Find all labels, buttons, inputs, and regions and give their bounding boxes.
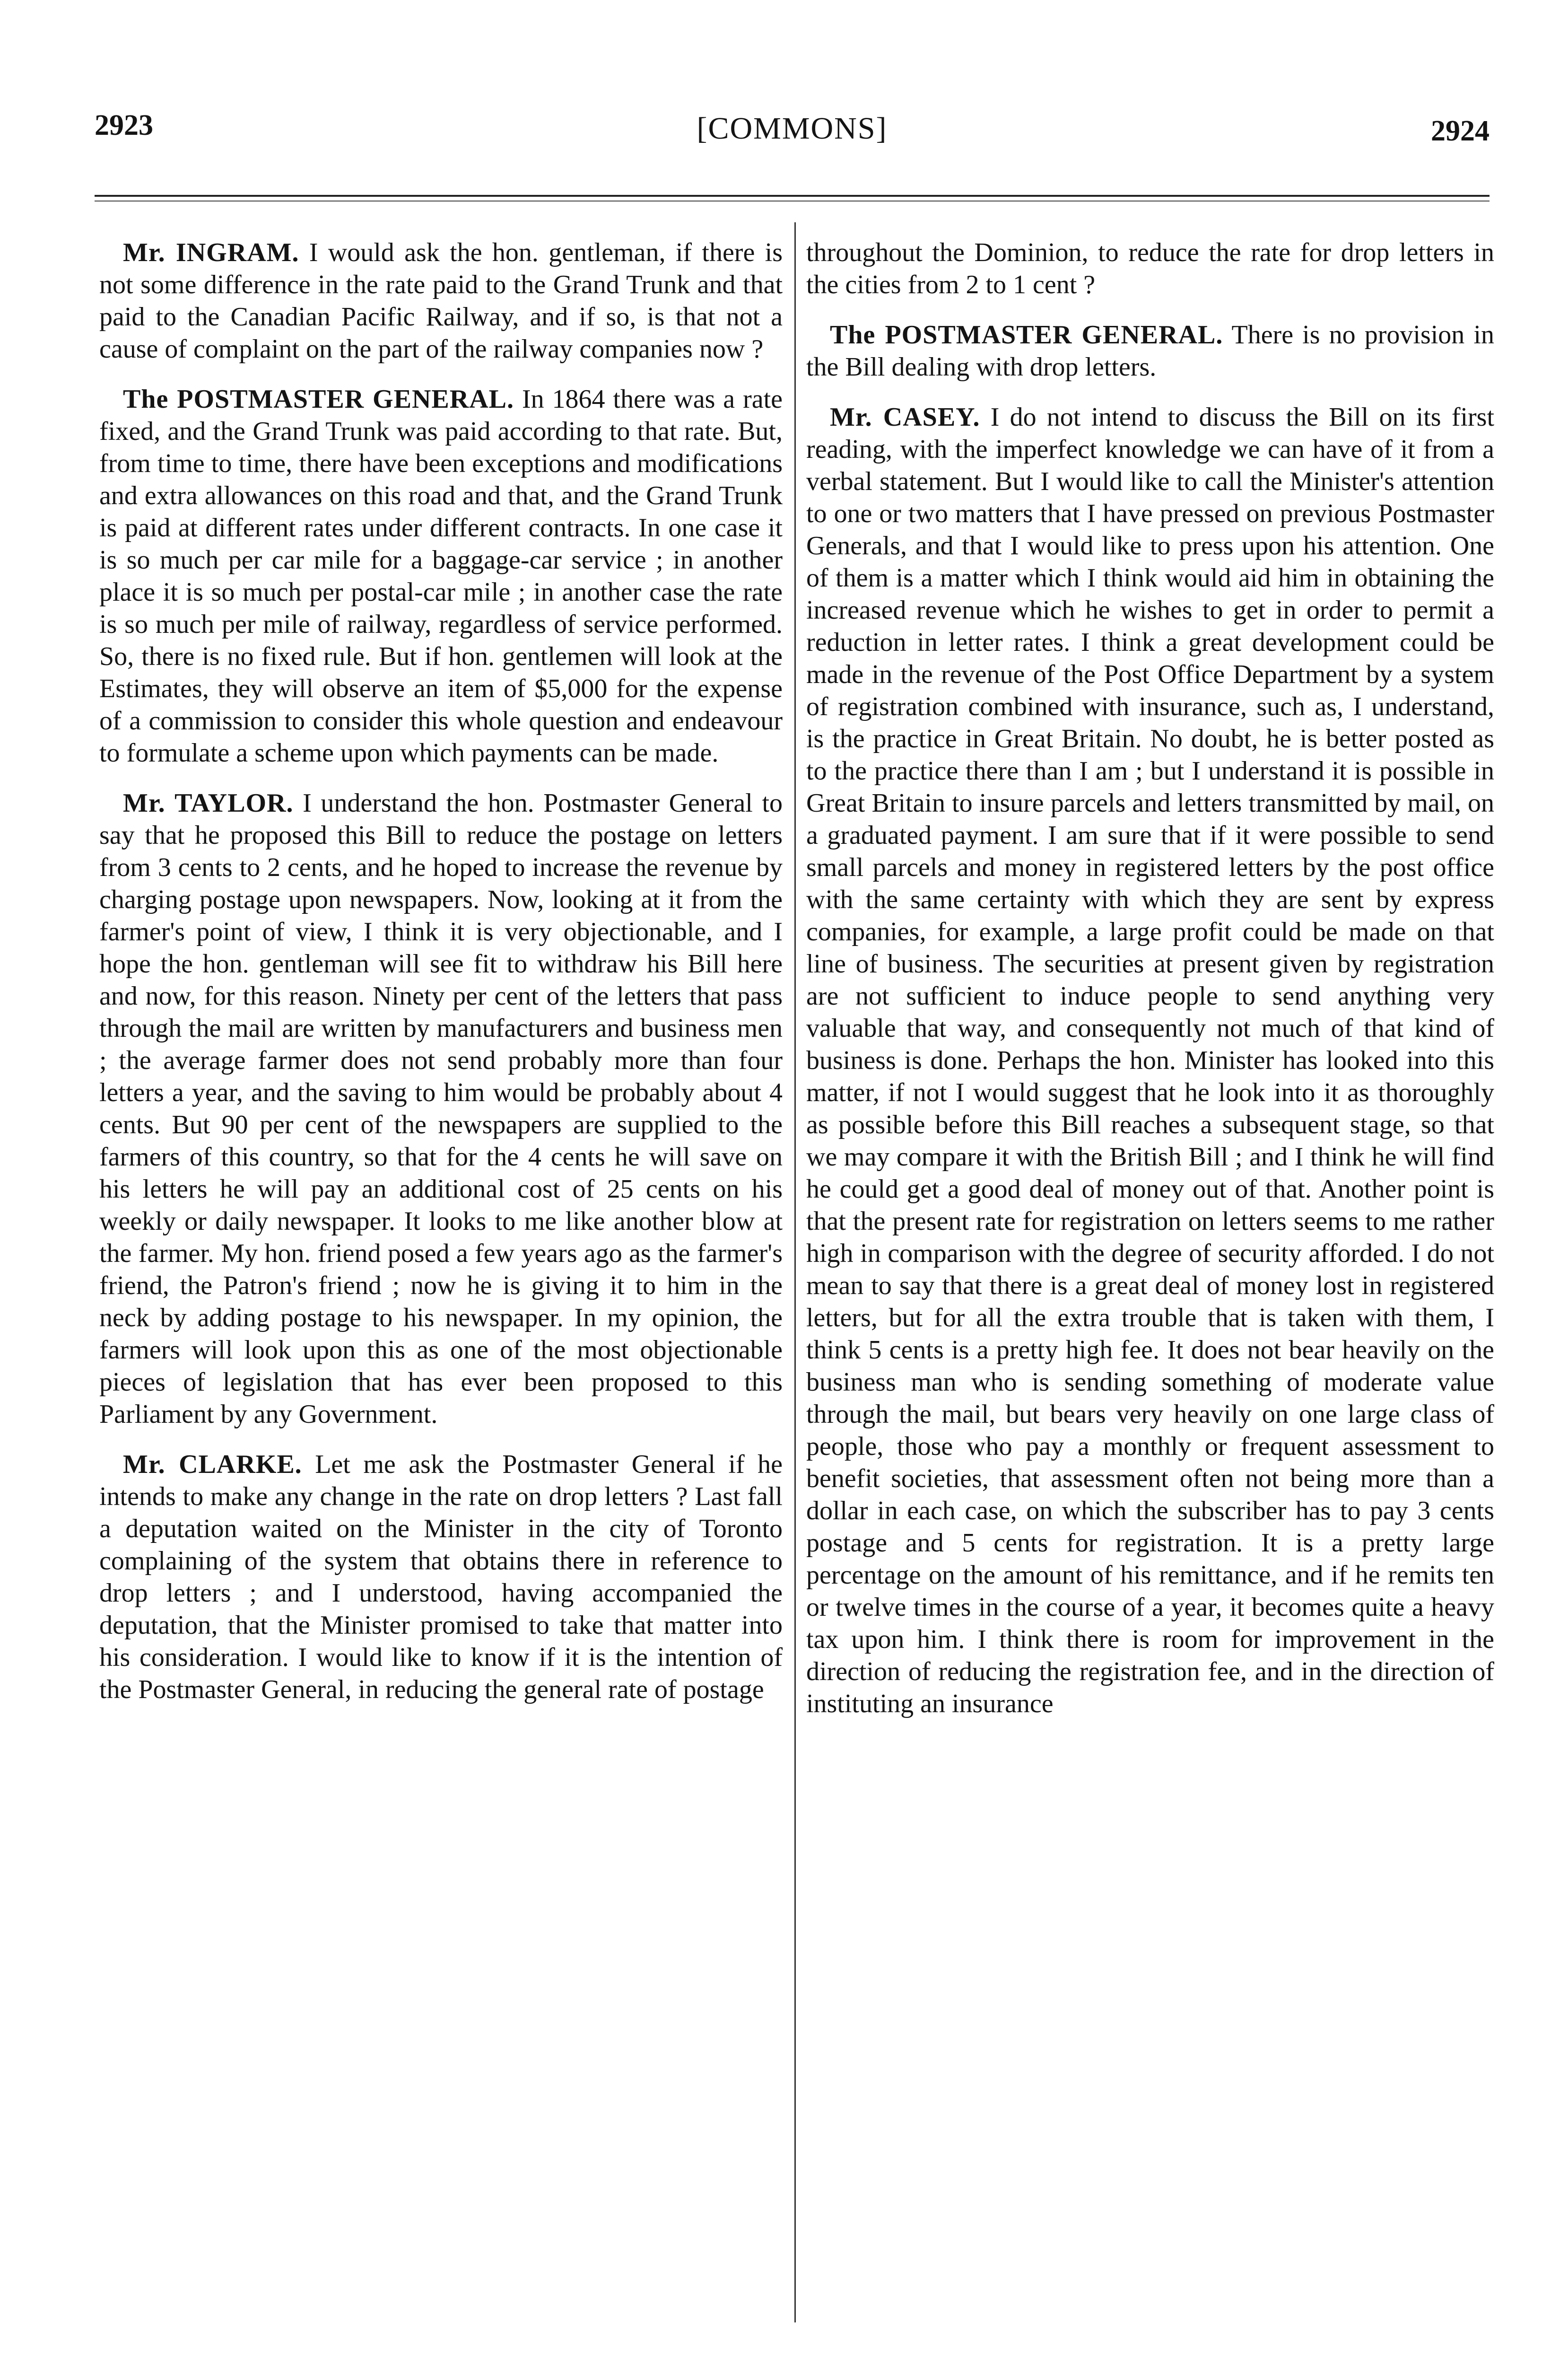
speech-postmaster-general-reply [806,319,1494,383]
speaker-name: Mr. CLARKE. [123,1450,302,1479]
header-rule [95,195,1490,197]
page-number-left: 2923 [95,109,153,141]
page-number-right: 2924 [1431,115,1490,147]
speech-text: In 1864 there was a rate fixed, and the Grand Trunk was paid according to that rate. But, from time to time, there have been exceptions and modifications and extra allowances on this road and that, and the Grand Trunk is paid at different rates under different contracts. In one case it is so much per car mile for a baggage-car service ; in another place it is so much per postal-car mile ; in another case the rate is so much per mile of railway, regardless of service performed. So, there is no fixed rule. But if hon. gentlemen will look at the Estimates, they will observe an item of $5,000 for the expense of a commission to consider this whole question and endeavour to formulate a scheme upon which payments can be made. [99,385,783,768]
column-divider [794,222,796,2322]
speaker-name: Mr. INGRAM. [123,238,299,267]
speech-text: I would ask the hon. gentleman, if there is not some difference in the rate paid to the Grand Trunk and that paid to the Canadian Pacific Railway, and if so, is that not a cause of complaint on the part of the railway companies now ? [99,238,783,364]
speaker-name: The POSTMASTER GENERAL. [123,385,514,414]
left-column [99,236,783,1724]
running-head: [COMMONS] [697,111,888,146]
speech-postmaster-general [99,383,783,769]
speech-continuation [806,236,1494,301]
right-column [806,236,1494,1738]
speech-text: There is no provision in the Bill dealing with drop letters. [806,320,1494,382]
speaker-name: Mr. CASEY. [830,403,980,432]
speaker-name: The POSTMASTER GENERAL. [830,320,1223,350]
page-header [95,109,1490,166]
speech-text: Let me ask the Postmaster General if he intends to make any change in the rate on drop letters ? Last fall a deputation waited on the Minister in the city of Toronto complaining of the system that obtains there in reference to drop letters ; and I understood, having accompanied the deputation, that the Minister promised to take that matter into his consideration. I would like to know if it is the intention of the Postmaster General, in reducing the general rate of postage [99,1450,783,1704]
speech-ingram [99,236,783,365]
speech-casey [806,401,1494,1720]
speech-text: I understand the hon. Postmaster General to say that he proposed this Bill to reduce the postage on letters from 3 cents to 2 cents, and he hoped to increase the revenue by charging postage upon newspapers. Now, looking at it from the farmer's point of view, I think it is very objectionable, and I hope the hon. gentleman will see fit to withdraw his Bill here and now, for this reason. Ninety per cent of the letters that pass through the mail are written by manufacturers and business men ; the average farmer does not send probably more than four letters a year, and the saving to him would be probably about 4 cents. But 90 per cent of the newspapers are supplied to the farmers of this country, so that for the 4 cents he will save on his letters he will pay an additional cost of 25 cents on his weekly or daily newspaper. It looks to me like another blow at the farmer. My hon. friend posed a few years ago as the farmer's friend, the Patron's friend ; now he is giving it to him in the neck by adding postage to his newspaper. In my opinion, the farmers will look upon this as one of the most objectionable pieces of legislation that has ever been proposed to this Parliament by any Government. [99,788,783,1429]
speech-taylor [99,787,783,1430]
speech-text: I do not intend to discuss the Bill on its first reading, with the imperfect knowledge we can have of it from a verbal statement. But I would like to call the Minister's attention to one or two matters that I have pressed on previous Postmaster Generals, and that I would like to press upon his attention. One of them is a matter which I think would aid him in obtaining the increased revenue which he wishes to get in order to permit a reduction in letter rates. I think a great development could be made in the revenue of the Post Office Department by a system of registration combined with insurance, such as, I understand, is the practice in Great Britain. No doubt, he is better posted as to the practice there than I am ; but I understand it is possible in Great Britain to insure parcels and letters transmitted by mail, on a graduated payment. I am sure that if it were possible to send small parcels and money in registered letters by the post office with the same certainty with which they are sent by express companies, for example, a large profit could be made on that line of business. The securities at present given by registration are not sufficient to induce people to send anything very valuable that way, and consequently not much of that kind of business is done. Perhaps the hon. Minister has looked into this matter, if not I would suggest that he look into it as thoroughly as possible before this Bill reaches a subsequent stage, so that we may compare it with the British Bill ; and I think he will find he could get a good deal of money out of that. Another point is that the present rate for registration on letters seems to me rather high in comparison with the degree of security afforded. I do not mean to say that there is a great deal of money lost in registered letters, but for all the extra trouble that is taken with them, I think 5 cents is a pretty high fee. It does not bear heavily on the business man who is sending something of moderate value through the mail, but bears very heavily on one large class of people, those who pay a monthly or frequent assessment to benefit societies, that assessment often not being more than a dollar in each case, on which the subscriber has to pay 3 cents postage and 5 cents for registration. It is a pretty large percentage on the amount of his remittance, and if he remits ten or twelve times in the course of a year, it becomes quite a heavy tax upon him. I think there is room for improvement in the direction of reducing the registration fee, and in the direction of instituting an insurance [806,403,1495,1718]
speaker-name: Mr. TAYLOR. [123,788,294,818]
speech-text: throughout the Dominion, to reduce the rate for drop letters in the cities from 2 to 1 cent ? [806,238,1494,299]
speech-clarke [99,1448,783,1706]
